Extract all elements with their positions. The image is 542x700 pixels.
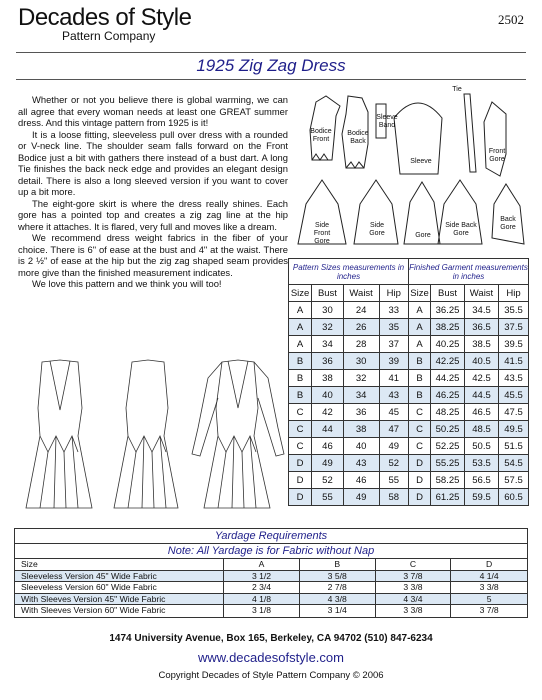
cell: 46 [343,472,379,489]
piece-label: Front Gore [488,148,506,163]
yardage-row [15,594,527,606]
column-header: Bust [431,285,465,302]
cell: 58 [379,489,408,506]
cell: 26 [343,319,379,336]
cell: D [289,455,312,472]
description-paragraph: It is a loose fitting, sleeveless pull over dress with a rounded or V-neck line. The shoulder seam falls forward on the Front Bodice just a bit with gathers there instead of a bust dart. A long Tie finishes the back neck edge and provides an elegant design detail. There is also a long sleeved version if you want to cover up a bit more. [18,128,288,197]
table-row [289,353,529,370]
cell: A [289,336,312,353]
sleeveless-back-view [114,360,178,508]
company-address: 1474 University Avenue, Box 165, Berkeley, CA 94702 (510) 847-6234 [109,633,433,644]
yardage-row [15,605,527,617]
cell: 24 [343,302,379,319]
cell: 3 1/4 [300,605,376,617]
cell: 28 [343,336,379,353]
cell: 49 [343,489,379,506]
cell: 37.5 [499,319,529,336]
cell: 50.5 [465,438,499,455]
cell: 48.25 [431,404,465,421]
cell: 52 [312,472,344,489]
cell: 3 3/8 [376,605,452,617]
cell: 36 [343,404,379,421]
cell: 4 1/8 [224,594,300,605]
cell: 4 3/8 [300,594,376,605]
cell: A [409,302,431,319]
cell: 42.25 [431,353,465,370]
cell: 47 [379,421,408,438]
cell: B [409,387,431,404]
cell: 46 [312,438,344,455]
cell: 3 7/8 [479,605,499,615]
website-link[interactable]: www.decadesofstyle.com [198,650,344,665]
piece-label: Sleeve [410,158,432,165]
cell: 56.5 [465,472,499,489]
cell: 38 [343,421,379,438]
cell: 52.25 [431,438,465,455]
piece-label: Back Gore [500,216,516,231]
cell: 45 [379,404,408,421]
brand-subtitle: Pattern Company [62,29,156,43]
pattern-pieces [296,84,528,256]
cell: C [409,404,431,421]
cell: 39 [379,353,408,370]
column-header: Size [15,559,224,570]
column-header: Hip [499,285,529,302]
cell: 48.5 [465,421,499,438]
cell: 49 [312,455,344,472]
table-row [289,302,529,319]
cell: 44.5 [465,387,499,404]
table-row [289,472,529,489]
cell: 4 3/4 [376,594,452,605]
cell: Sleeveless Version 60" Wide Fabric [15,582,224,593]
cell: A [289,302,312,319]
cell: 43 [379,387,408,404]
cell: 34 [312,336,344,353]
piece-label: Side Gore [369,222,385,237]
cell: 41 [379,370,408,387]
yardage-note: Note: All Yardage is for Fabric without Nap [15,544,527,559]
column-header: B [300,559,376,570]
cell: C [289,421,312,438]
cell: 43.5 [499,370,529,387]
dress-illustrations [20,358,290,516]
column-header: Size [289,285,312,302]
cell: 49.5 [499,421,529,438]
column-header: Hip [379,285,408,302]
pattern-sizes-header: Pattern Sizes measurements in inches [289,259,409,285]
cell: 2 7/8 [300,582,376,593]
cell: 42 [312,404,344,421]
cell: 50.25 [431,421,465,438]
pattern-number: 2502 [498,12,524,27]
cell: C [289,438,312,455]
column-header: Waist [343,285,379,302]
cell: B [409,353,431,370]
cell: 2 3/4 [224,582,300,593]
cell: 40.5 [465,353,499,370]
cell: 3 1/8 [224,605,300,617]
cell: 60.5 [499,489,529,506]
cell: 43 [343,455,379,472]
cell: D [289,472,312,489]
cell: 36.25 [431,302,465,319]
cell: C [409,421,431,438]
yardage-table [14,528,528,618]
cell: 38.25 [431,319,465,336]
cell: 35 [379,319,408,336]
size-table-columns [289,285,529,302]
piece-label: Bodice Back [347,130,369,145]
brand-name: Decades of Style [18,4,192,31]
cell: 52 [379,455,408,472]
cell: 30 [343,353,379,370]
yardage-row [15,571,527,583]
cell: 3 3/8 [376,582,452,593]
cell: 44 [312,421,344,438]
column-header: A [224,559,300,570]
column-header: Waist [465,285,499,302]
cell: 5 [486,593,492,604]
cell: 37 [379,336,408,353]
cell: A [409,336,431,353]
cell: 46.5 [465,404,499,421]
cell: 47.5 [499,404,529,421]
cell: 32 [343,370,379,387]
table-row [289,387,529,404]
cell: With Sleeves Version 60" Wide Fabric [15,605,224,617]
table-row [289,336,529,353]
title-rule-bottom [16,79,526,80]
piece-label: Sleeve Band [376,114,398,129]
cell: 34 [343,387,379,404]
cell: 40.25 [431,336,465,353]
finished-garment-header: Finished Garment measurements in inches [409,259,529,285]
cell: 61.25 [431,489,465,506]
cell: 44.25 [431,370,465,387]
column-header: D [486,559,493,569]
cell: 4 1/4 [479,570,499,581]
piece-label: Side Back Gore [445,222,477,237]
description-paragraph: Whether or not you believe there is global warming, we can all agree that every woman needs at least one GREAT summer dress. And this vintage pattern from 1925 is it! [18,94,288,128]
cell: 39.5 [499,336,529,353]
cell: 45.5 [499,387,529,404]
column-header: Size [409,285,431,302]
cell: 36 [312,353,344,370]
cell: C [409,438,431,455]
cell: 55.25 [431,455,465,472]
cell: 32 [312,319,344,336]
title-rule-top [16,52,526,53]
cell: 38 [312,370,344,387]
cell: 54.5 [499,455,529,472]
table-row [289,438,529,455]
yardage-title: Yardage Requirements [15,529,527,544]
cell: 57.5 [499,472,529,489]
description-paragraph: We love this pattern and we think you will too! [32,278,222,289]
cell: 46.25 [431,387,465,404]
brand-logo [18,6,191,43]
cell: 53.5 [465,455,499,472]
table-row [289,489,529,506]
cell: 3 5/8 [300,571,376,582]
cell: 3 7/8 [376,571,452,582]
cell: D [409,489,431,506]
table-row [289,370,529,387]
description-paragraph: The eight-gore skirt is where the dress really shines. Each gore has a pointed top and creates a zig zag line at the hip where it attaches. It is flared, very full and moves like a dream. [18,197,288,232]
description [18,94,288,290]
yardage-header-row [15,559,527,571]
table-row [289,319,529,336]
cell: 33 [379,302,408,319]
copyright-notice: Copyright Decades of Style Pattern Company © 2006 [158,670,384,681]
piece-label: Side Front Gore [313,222,331,245]
cell: D [409,455,431,472]
cell: 42.5 [465,370,499,387]
cell: B [289,353,312,370]
size-chart [288,258,529,506]
cell: 40 [312,387,344,404]
table-row [289,404,529,421]
back-gore-piece [492,184,524,244]
cell: 40 [343,438,379,455]
column-header: C [376,559,452,570]
cell: 3 3/8 [479,582,499,592]
cell: Sleeveless Version 45" Wide Fabric [15,571,224,582]
description-paragraph: We recommend dress weight fabrics in the fiber of your choice. There is 6" of ease at the bust and 4" at the waist. There is 2 ½" of ease at the hip but the zig zag shaped seam provides more give than the finished measurement indicates. [18,232,288,278]
cell: B [289,370,312,387]
cell: 3 1/2 [224,571,300,582]
cell: 41.5 [499,353,529,370]
front-gore-piece [484,102,506,176]
cell: 55 [379,472,408,489]
cell: A [409,319,431,336]
cell: 38.5 [465,336,499,353]
piece-label: Bodice Front [310,128,332,143]
cell: 30 [312,302,344,319]
tie-piece [464,94,476,172]
table-row [289,421,529,438]
cell: 59.5 [465,489,499,506]
cell: 58.25 [431,472,465,489]
piece-label: Gore [415,232,431,239]
cell: 35.5 [499,302,529,319]
page-title: 1925 Zig Zag Dress [196,56,346,75]
sleeveless-front-view [26,360,92,508]
cell: 49 [379,438,408,455]
table-row [289,455,529,472]
cell: With Sleeves Version 45" Wide Fabric [15,594,224,605]
cell: C [289,404,312,421]
column-header: Bust [312,285,344,302]
cell: 55 [312,489,344,506]
yardage-row [15,582,527,594]
cell: 51.5 [499,438,529,455]
piece-label: Tie [452,86,462,93]
cell: B [409,370,431,387]
cell: B [289,387,312,404]
sleeved-front-view [192,360,284,508]
cell: 36.5 [465,319,499,336]
cell: D [289,489,312,506]
cell: D [409,472,431,489]
cell: A [289,319,312,336]
cell: 34.5 [465,302,499,319]
